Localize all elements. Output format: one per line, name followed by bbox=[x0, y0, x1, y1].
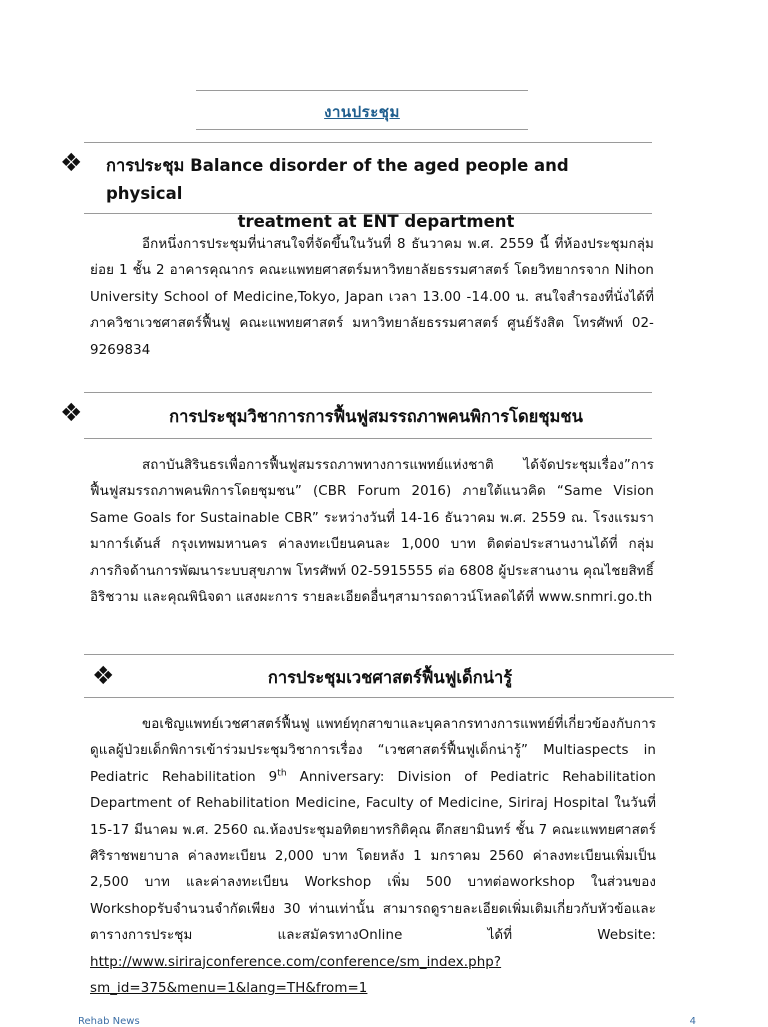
footer-page-number: 4 bbox=[689, 1016, 696, 1027]
section2-paragraph: สถาบันสิรินธรเพื่อการฟื้นฟูสมรรถภาพทางการแพทย์แห่งชาติ ได้จัดประชุมเรื่อง”การฟื้นฟูสมรรถภาพคนพิการโดยชุมชน” (CBR Forum 2016) ภายใต้แนวคิด “Same Vision Same Goals for Sustainable CBR” ระหว่างวันที่ 14-16 ธันวาคม พ.ศ. 2559 ณ. โรงแรมรามาการ์เด้นส์ กรุงเทพมหานคร ค่าลงทะเบียนคนละ 1,000 บาท ติดต่อประสานงานได้ที่ กลุ่มภารกิจด้านการพัฒนาระบบสุขภาพ โทรศัพท์ 02-5915555 ต่อ 6808 ผู้ประสานงาน คุณไชยสิทธิ์ อิริชวาม และคุณพินิจดา แสงผะการ รายละเอียดอื่นๆสามารถดาวน์โหลดได้ที่ www.snmri.go.th bbox=[90, 458, 654, 606]
section1-top-rule bbox=[84, 142, 652, 143]
section3-heading: การประชุมเวชศาสตร์ฟื้นฟูเด็กน่ารู้ bbox=[267, 668, 513, 687]
section2-bottom-rule bbox=[84, 438, 652, 439]
ordinal-suffix: th bbox=[277, 768, 287, 779]
section1-heading-line2: treatment at ENT department bbox=[237, 212, 515, 231]
section2-heading: การประชุมวิชาการการฟื้นฟูสมรรถภาพคนพิการโดยชุมชน bbox=[169, 407, 583, 426]
section3-paragraph bbox=[90, 712, 656, 1002]
diamond-bullet-icon: ❖ bbox=[60, 398, 83, 427]
section3-top-rule bbox=[84, 654, 674, 655]
section3-text-a: ขอเชิญแพทย์เวชศาสตร์ฟื้นฟู แพทย์ทุกสาขาและบุคลากรทางการแพทย์ที่เกี่ยวข้องกับการดูแลผู้ป่วยเด็กพิการเข้าร่วมประชุมวิชาการเรื่อง “เวชศาสตร์ฟื้นฟูเด็กน่ารู้” Multiaspects in Pediatric Rehabilitation 9 bbox=[90, 717, 656, 785]
diamond-bullet-icon: ❖ bbox=[60, 148, 83, 177]
section3-text-b: Anniversary: Division of Pediatric Rehabilitation Department of Rehabilitation Medicine, Faculty of Medicine, Siriraj Hospital ในวันที่ 15-17 มีนาคม พ.ศ. 2560 ณ.ห้องประชุมอทิตยาทรกิติคุณ ตึกสยามินทร์ ชั้น 7 คณะแพทยศาสตร์ศิริราชพยาบาล ค่าลงทะเบียน 2,000 บาท โดยหลัง 1 มกราคม 2560 ค่าลงทะเบียนเพิ่มเป็น 2,500 บาท และค่าลงทะเบียน Workshop เพิ่ม 500 บาทต่อworkshop ในส่วนของ Workshopรับจำนวนจำกัดเพียง 30 ท่านเท่านั้น สามารถดูรายละเอียดเพิ่มเติมเกี่ยวกับหัวข้อและตารางการประชุม และสมัครทางOnline ได้ที่ Website: bbox=[90, 769, 656, 944]
section1-heading-line1: การประชุม Balance disorder of the aged people and physical bbox=[106, 156, 569, 203]
section1-paragraph: อีกหนึ่งการประชุมที่น่าสนใจที่จัดขึ้นในวันที่ 8 ธันวาคม พ.ศ. 2559 นี้ ที่ห้องประชุมกลุ่มย่อย 1 ชั้น 2 อาคารคุณากร คณะแพทยศาสตร์มหาวิทยาลัยธรรมศาสตร์ โดยวิทยากรจาก Nihon University School of Medicine,Tokyo, Japan เวลา 13.00 -14.00 น. สนใจสำรองที่นั่งได้ที่ ภาควิชาเวชศาสตร์ฟื้นฟู คณะแพทยศาสตร์ มหาวิทยาลัยธรรมศาสตร์ ศูนย์รังสิต โทรศัพท์ 02-9269834 bbox=[90, 237, 654, 358]
diamond-bullet-icon: ❖ bbox=[92, 661, 115, 690]
banner-top-rule bbox=[196, 90, 528, 91]
section3-bottom-rule bbox=[84, 697, 674, 698]
section-banner-title: งานประชุม bbox=[324, 103, 400, 121]
section1-heading bbox=[106, 152, 646, 236]
section3-body bbox=[90, 712, 656, 1002]
banner-bottom-rule bbox=[196, 129, 528, 130]
sirirajconference-link[interactable]: http://www.sirirajconference.com/conference/sm_index.php? bbox=[90, 954, 502, 970]
section1-body bbox=[90, 232, 654, 364]
footer-publication-name: Rehab News bbox=[78, 1016, 140, 1027]
section2-top-rule bbox=[84, 392, 652, 393]
sirirajconference-link-tail[interactable]: sm_id=375&menu=1&lang=TH&from=1 bbox=[90, 981, 368, 997]
section1-bottom-rule bbox=[84, 213, 652, 214]
section2-body bbox=[90, 453, 654, 611]
